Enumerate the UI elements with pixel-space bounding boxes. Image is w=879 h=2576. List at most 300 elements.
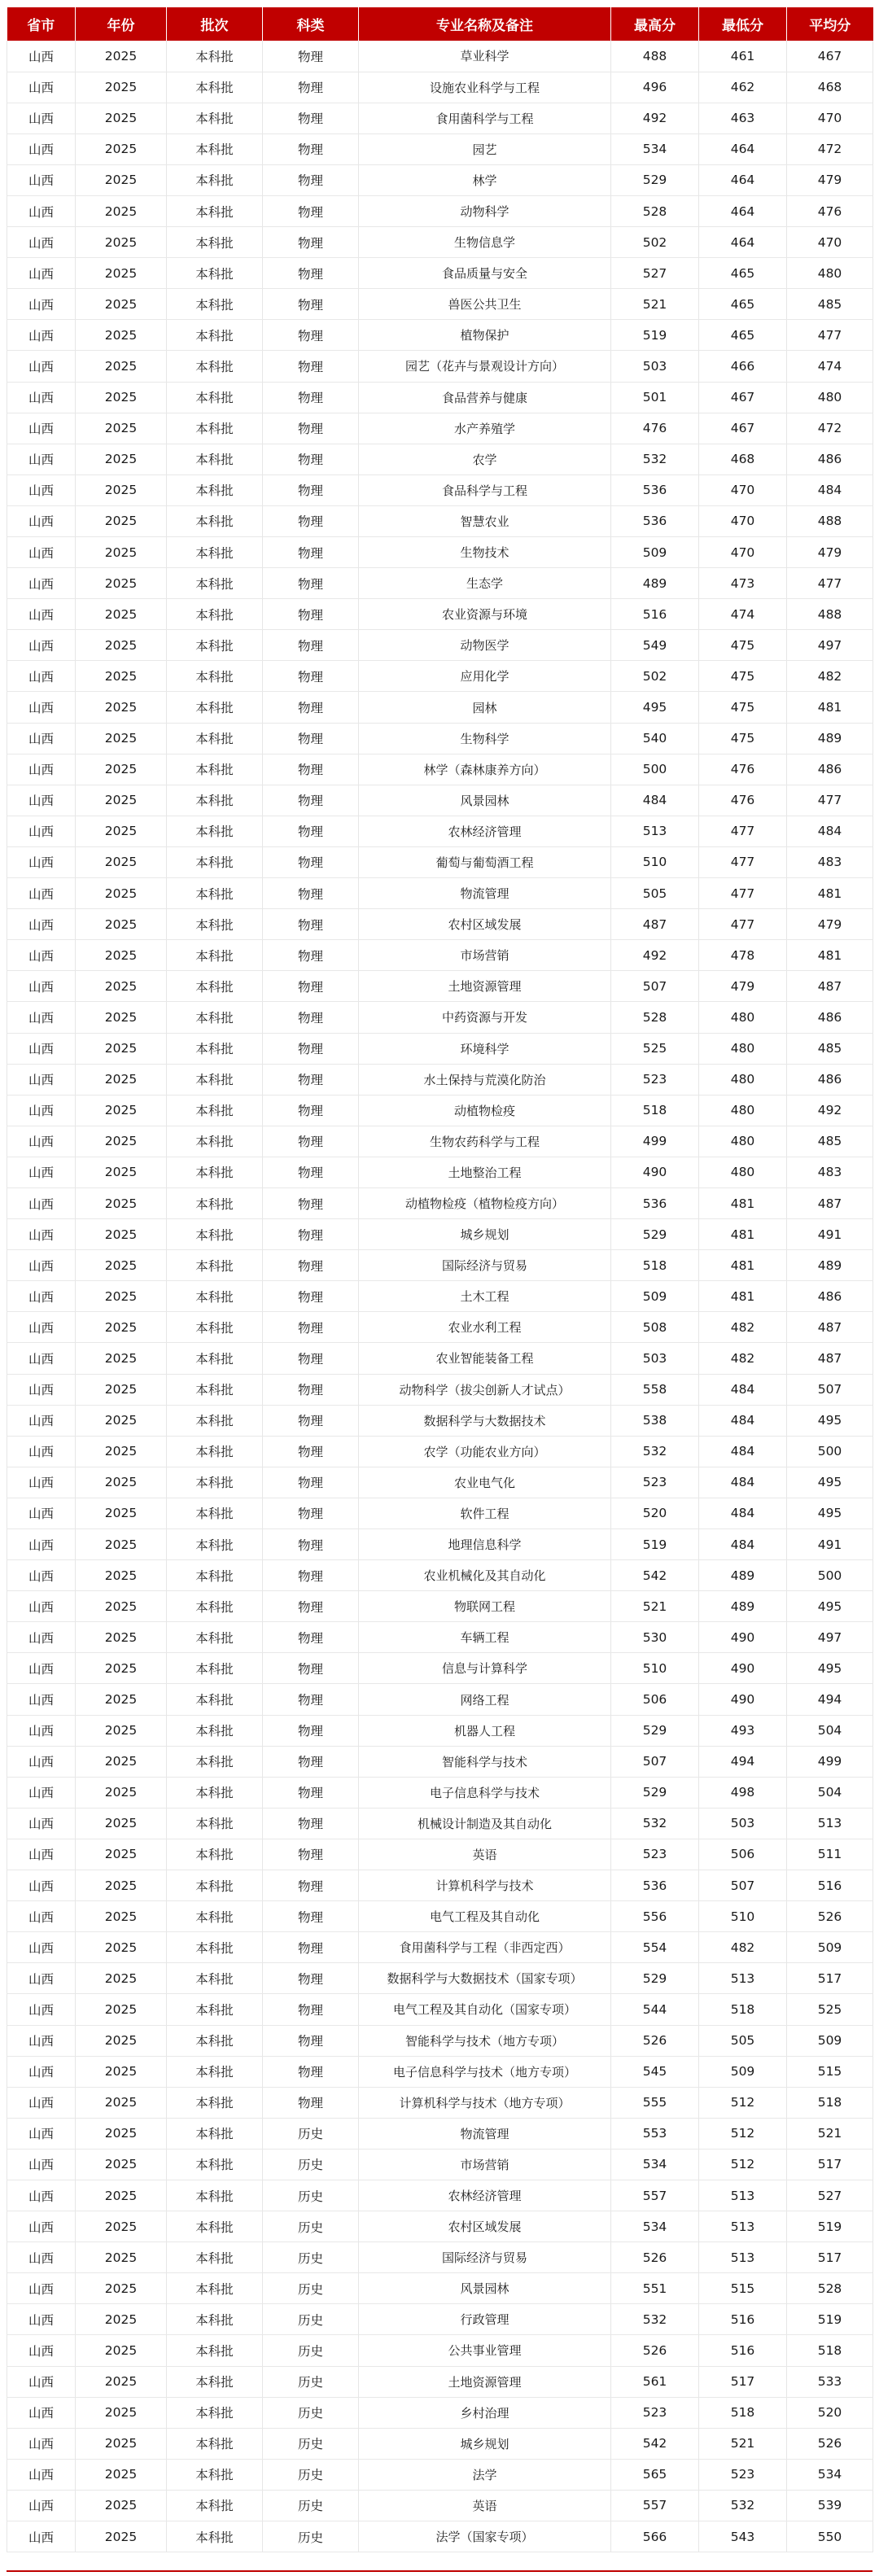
max-score-cell: 509 bbox=[611, 537, 699, 568]
subject-type-cell: 物理 bbox=[263, 878, 359, 909]
batch-cell: 本科批 bbox=[167, 1560, 263, 1591]
batch-cell: 本科批 bbox=[167, 1126, 263, 1157]
year-cell: 2025 bbox=[76, 1064, 167, 1095]
subject-type-cell: 物理 bbox=[263, 227, 359, 258]
subject-type-cell: 物理 bbox=[263, 1374, 359, 1405]
min-score-cell: 481 bbox=[699, 1187, 787, 1218]
province-cell: 山西 bbox=[7, 1870, 76, 1901]
subject-type-cell: 物理 bbox=[263, 1932, 359, 1963]
year-cell: 2025 bbox=[76, 1901, 167, 1932]
year-cell: 2025 bbox=[76, 1281, 167, 1312]
subject-type-cell: 物理 bbox=[263, 1187, 359, 1218]
subject-type-cell: 物理 bbox=[263, 1560, 359, 1591]
batch-cell: 本科批 bbox=[167, 2180, 263, 2211]
header-major: 专业名称及备注 bbox=[359, 7, 611, 41]
avg-score-cell: 516 bbox=[787, 1870, 873, 1901]
avg-score-cell: 485 bbox=[787, 1126, 873, 1157]
subject-type-cell: 物理 bbox=[263, 1994, 359, 2025]
subject-type-cell: 物理 bbox=[263, 1498, 359, 1529]
batch-cell: 本科批 bbox=[167, 1281, 263, 1312]
table-row bbox=[7, 1281, 873, 1312]
major-name-cell: 公共事业管理 bbox=[359, 2335, 611, 2366]
table-row bbox=[7, 2242, 873, 2273]
avg-score-cell: 526 bbox=[787, 2428, 873, 2459]
province-cell: 山西 bbox=[7, 1715, 76, 1746]
major-name-cell: 食品科学与工程 bbox=[359, 475, 611, 505]
subject-type-cell: 物理 bbox=[263, 1343, 359, 1374]
subject-type-cell: 历史 bbox=[263, 2304, 359, 2335]
max-score-cell: 553 bbox=[611, 2118, 699, 2149]
province-cell: 山西 bbox=[7, 1653, 76, 1684]
subject-type-cell: 历史 bbox=[263, 2521, 359, 2552]
min-score-cell: 517 bbox=[699, 2366, 787, 2397]
max-score-cell: 532 bbox=[611, 444, 699, 475]
avg-score-cell: 477 bbox=[787, 785, 873, 816]
province-cell: 山西 bbox=[7, 909, 76, 940]
batch-cell: 本科批 bbox=[167, 1436, 263, 1467]
major-name-cell: 动植物检疫 bbox=[359, 1095, 611, 1126]
min-score-cell: 510 bbox=[699, 1901, 787, 1932]
max-score-cell: 489 bbox=[611, 568, 699, 599]
max-score-cell: 510 bbox=[611, 846, 699, 877]
major-name-cell: 机械设计制造及其自动化 bbox=[359, 1808, 611, 1839]
avg-score-cell: 520 bbox=[787, 2397, 873, 2428]
major-name-cell: 物流管理 bbox=[359, 2118, 611, 2149]
major-name-cell: 园艺 bbox=[359, 133, 611, 164]
batch-cell: 本科批 bbox=[167, 2428, 263, 2459]
subject-type-cell: 物理 bbox=[263, 1684, 359, 1715]
min-score-cell: 480 bbox=[699, 1126, 787, 1157]
avg-score-cell: 479 bbox=[787, 909, 873, 940]
major-name-cell: 网络工程 bbox=[359, 1684, 611, 1715]
major-name-cell: 电气工程及其自动化（国家专项） bbox=[359, 1994, 611, 2025]
min-score-cell: 516 bbox=[699, 2304, 787, 2335]
year-cell: 2025 bbox=[76, 258, 167, 289]
table-row bbox=[7, 2335, 873, 2366]
year-cell: 2025 bbox=[76, 289, 167, 320]
max-score-cell: 529 bbox=[611, 1963, 699, 1994]
max-score-cell: 557 bbox=[611, 2180, 699, 2211]
province-cell: 山西 bbox=[7, 846, 76, 877]
batch-cell: 本科批 bbox=[167, 133, 263, 164]
max-score-cell: 487 bbox=[611, 909, 699, 940]
subject-type-cell: 物理 bbox=[263, 1746, 359, 1777]
major-name-cell: 土地资源管理 bbox=[359, 2366, 611, 2397]
max-score-cell: 506 bbox=[611, 1684, 699, 1715]
min-score-cell: 489 bbox=[699, 1591, 787, 1622]
province-cell: 山西 bbox=[7, 103, 76, 133]
min-score-cell: 480 bbox=[699, 1064, 787, 1095]
avg-score-cell: 470 bbox=[787, 227, 873, 258]
subject-type-cell: 物理 bbox=[263, 1653, 359, 1684]
min-score-cell: 464 bbox=[699, 133, 787, 164]
table-row bbox=[7, 227, 873, 258]
major-name-cell: 车辆工程 bbox=[359, 1622, 611, 1653]
max-score-cell: 518 bbox=[611, 1095, 699, 1126]
province-cell: 山西 bbox=[7, 1994, 76, 2025]
avg-score-cell: 487 bbox=[787, 1343, 873, 1374]
table-row bbox=[7, 1498, 873, 1529]
province-cell: 山西 bbox=[7, 1033, 76, 1064]
subject-type-cell: 历史 bbox=[263, 2273, 359, 2304]
batch-cell: 本科批 bbox=[167, 2118, 263, 2149]
min-score-cell: 506 bbox=[699, 1839, 787, 1870]
avg-score-cell: 550 bbox=[787, 2521, 873, 2552]
avg-score-cell: 491 bbox=[787, 1529, 873, 1560]
table-row bbox=[7, 1808, 873, 1839]
batch-cell: 本科批 bbox=[167, 754, 263, 785]
min-score-cell: 465 bbox=[699, 320, 787, 351]
province-cell: 山西 bbox=[7, 878, 76, 909]
subject-type-cell: 物理 bbox=[263, 382, 359, 413]
batch-cell: 本科批 bbox=[167, 692, 263, 723]
max-score-cell: 529 bbox=[611, 1715, 699, 1746]
batch-cell: 本科批 bbox=[167, 1622, 263, 1653]
year-cell: 2025 bbox=[76, 785, 167, 816]
subject-type-cell: 物理 bbox=[263, 1157, 359, 1187]
min-score-cell: 509 bbox=[699, 2056, 787, 2087]
avg-score-cell: 489 bbox=[787, 1250, 873, 1281]
province-cell: 山西 bbox=[7, 1281, 76, 1312]
subject-type-cell: 物理 bbox=[263, 1095, 359, 1126]
major-name-cell: 城乡规划 bbox=[359, 1219, 611, 1250]
province-cell: 山西 bbox=[7, 1498, 76, 1529]
batch-cell: 本科批 bbox=[167, 1187, 263, 1218]
year-cell: 2025 bbox=[76, 351, 167, 382]
avg-score-cell: 484 bbox=[787, 816, 873, 846]
province-cell: 山西 bbox=[7, 1467, 76, 1498]
header-min-score: 最低分 bbox=[699, 7, 787, 41]
batch-cell: 本科批 bbox=[167, 2273, 263, 2304]
table-row bbox=[7, 1033, 873, 1064]
min-score-cell: 475 bbox=[699, 630, 787, 661]
table-row bbox=[7, 1187, 873, 1218]
year-cell: 2025 bbox=[76, 2242, 167, 2273]
avg-score-cell: 486 bbox=[787, 1064, 873, 1095]
header-row bbox=[7, 7, 873, 41]
major-name-cell: 电子信息科学与技术 bbox=[359, 1777, 611, 1808]
table-row bbox=[7, 878, 873, 909]
major-name-cell: 生物科学 bbox=[359, 723, 611, 754]
province-cell: 山西 bbox=[7, 351, 76, 382]
max-score-cell: 527 bbox=[611, 258, 699, 289]
avg-score-cell: 476 bbox=[787, 195, 873, 226]
table-row bbox=[7, 1126, 873, 1157]
max-score-cell: 503 bbox=[611, 351, 699, 382]
avg-score-cell: 477 bbox=[787, 568, 873, 599]
subject-type-cell: 物理 bbox=[263, 475, 359, 505]
subject-type-cell: 物理 bbox=[263, 1002, 359, 1033]
major-name-cell: 机器人工程 bbox=[359, 1715, 611, 1746]
min-score-cell: 516 bbox=[699, 2335, 787, 2366]
min-score-cell: 518 bbox=[699, 1994, 787, 2025]
max-score-cell: 536 bbox=[611, 505, 699, 536]
max-score-cell: 509 bbox=[611, 1281, 699, 1312]
table-row bbox=[7, 475, 873, 505]
avg-score-cell: 485 bbox=[787, 289, 873, 320]
header-subject-type: 科类 bbox=[263, 7, 359, 41]
avg-score-cell: 472 bbox=[787, 413, 873, 444]
max-score-cell: 549 bbox=[611, 630, 699, 661]
subject-type-cell: 物理 bbox=[263, 630, 359, 661]
min-score-cell: 481 bbox=[699, 1281, 787, 1312]
year-cell: 2025 bbox=[76, 2180, 167, 2211]
table-row bbox=[7, 2521, 873, 2552]
max-score-cell: 529 bbox=[611, 1219, 699, 1250]
batch-cell: 本科批 bbox=[167, 475, 263, 505]
major-name-cell: 生物信息学 bbox=[359, 227, 611, 258]
province-cell: 山西 bbox=[7, 1777, 76, 1808]
max-score-cell: 532 bbox=[611, 1436, 699, 1467]
min-score-cell: 532 bbox=[699, 2490, 787, 2521]
avg-score-cell: 526 bbox=[787, 1901, 873, 1932]
major-name-cell: 电子信息科学与技术（地方专项） bbox=[359, 2056, 611, 2087]
batch-cell: 本科批 bbox=[167, 2087, 263, 2118]
table-row bbox=[7, 103, 873, 133]
year-cell: 2025 bbox=[76, 72, 167, 103]
major-name-cell: 环境科学 bbox=[359, 1033, 611, 1064]
avg-score-cell: 474 bbox=[787, 351, 873, 382]
max-score-cell: 488 bbox=[611, 41, 699, 72]
batch-cell: 本科批 bbox=[167, 1312, 263, 1343]
province-cell: 山西 bbox=[7, 2273, 76, 2304]
year-cell: 2025 bbox=[76, 505, 167, 536]
subject-type-cell: 物理 bbox=[263, 971, 359, 1002]
major-name-cell: 草业科学 bbox=[359, 41, 611, 72]
year-cell: 2025 bbox=[76, 1808, 167, 1839]
province-cell: 山西 bbox=[7, 661, 76, 692]
batch-cell: 本科批 bbox=[167, 816, 263, 846]
subject-type-cell: 物理 bbox=[263, 785, 359, 816]
province-cell: 山西 bbox=[7, 413, 76, 444]
avg-score-cell: 488 bbox=[787, 599, 873, 630]
table-row bbox=[7, 289, 873, 320]
year-cell: 2025 bbox=[76, 475, 167, 505]
province-cell: 山西 bbox=[7, 227, 76, 258]
min-score-cell: 479 bbox=[699, 971, 787, 1002]
avg-score-cell: 497 bbox=[787, 630, 873, 661]
table-row bbox=[7, 1932, 873, 1963]
subject-type-cell: 物理 bbox=[263, 351, 359, 382]
avg-score-cell: 472 bbox=[787, 133, 873, 164]
subject-type-cell: 物理 bbox=[263, 1808, 359, 1839]
max-score-cell: 534 bbox=[611, 2149, 699, 2180]
max-score-cell: 518 bbox=[611, 1250, 699, 1281]
min-score-cell: 490 bbox=[699, 1622, 787, 1653]
max-score-cell: 526 bbox=[611, 2242, 699, 2273]
min-score-cell: 507 bbox=[699, 1870, 787, 1901]
province-cell: 山西 bbox=[7, 1746, 76, 1777]
min-score-cell: 475 bbox=[699, 723, 787, 754]
batch-cell: 本科批 bbox=[167, 444, 263, 475]
major-name-cell: 园艺（花卉与景观设计方向） bbox=[359, 351, 611, 382]
max-score-cell: 507 bbox=[611, 1746, 699, 1777]
min-score-cell: 513 bbox=[699, 1963, 787, 1994]
avg-score-cell: 495 bbox=[787, 1591, 873, 1622]
avg-score-cell: 494 bbox=[787, 1684, 873, 1715]
table-row bbox=[7, 1591, 873, 1622]
subject-type-cell: 物理 bbox=[263, 1529, 359, 1560]
subject-type-cell: 物理 bbox=[263, 320, 359, 351]
table-row bbox=[7, 1715, 873, 1746]
avg-score-cell: 515 bbox=[787, 2056, 873, 2087]
province-cell: 山西 bbox=[7, 1529, 76, 1560]
province-cell: 山西 bbox=[7, 1219, 76, 1250]
subject-type-cell: 物理 bbox=[263, 505, 359, 536]
avg-score-cell: 487 bbox=[787, 1187, 873, 1218]
subject-type-cell: 历史 bbox=[263, 2211, 359, 2242]
year-cell: 2025 bbox=[76, 1777, 167, 1808]
major-name-cell: 农林经济管理 bbox=[359, 816, 611, 846]
province-cell: 山西 bbox=[7, 1839, 76, 1870]
subject-type-cell: 物理 bbox=[263, 195, 359, 226]
year-cell: 2025 bbox=[76, 1932, 167, 1963]
subject-type-cell: 物理 bbox=[263, 1591, 359, 1622]
max-score-cell: 521 bbox=[611, 1591, 699, 1622]
major-name-cell: 农业资源与环境 bbox=[359, 599, 611, 630]
major-name-cell: 英语 bbox=[359, 2490, 611, 2521]
batch-cell: 本科批 bbox=[167, 909, 263, 940]
province-cell: 山西 bbox=[7, 1436, 76, 1467]
province-cell: 山西 bbox=[7, 1064, 76, 1095]
avg-score-cell: 495 bbox=[787, 1498, 873, 1529]
batch-cell: 本科批 bbox=[167, 413, 263, 444]
major-name-cell: 国际经济与贸易 bbox=[359, 2242, 611, 2273]
province-cell: 山西 bbox=[7, 2025, 76, 2056]
batch-cell: 本科批 bbox=[167, 2459, 263, 2490]
subject-type-cell: 物理 bbox=[263, 2087, 359, 2118]
avg-score-cell: 491 bbox=[787, 1219, 873, 1250]
max-score-cell: 558 bbox=[611, 1374, 699, 1405]
min-score-cell: 505 bbox=[699, 2025, 787, 2056]
batch-cell: 本科批 bbox=[167, 1002, 263, 1033]
batch-cell: 本科批 bbox=[167, 971, 263, 1002]
table-row bbox=[7, 1436, 873, 1467]
batch-cell: 本科批 bbox=[167, 2211, 263, 2242]
min-score-cell: 476 bbox=[699, 785, 787, 816]
year-cell: 2025 bbox=[76, 661, 167, 692]
min-score-cell: 480 bbox=[699, 1157, 787, 1187]
avg-score-cell: 481 bbox=[787, 878, 873, 909]
major-name-cell: 计算机科学与技术（地方专项） bbox=[359, 2087, 611, 2118]
batch-cell: 本科批 bbox=[167, 1591, 263, 1622]
major-name-cell: 法学 bbox=[359, 2459, 611, 2490]
max-score-cell: 499 bbox=[611, 1126, 699, 1157]
province-cell: 山西 bbox=[7, 630, 76, 661]
batch-cell: 本科批 bbox=[167, 2397, 263, 2428]
batch-cell: 本科批 bbox=[167, 1653, 263, 1684]
province-cell: 山西 bbox=[7, 2118, 76, 2149]
subject-type-cell: 物理 bbox=[263, 1839, 359, 1870]
subject-type-cell: 物理 bbox=[263, 1777, 359, 1808]
batch-cell: 本科批 bbox=[167, 505, 263, 536]
year-cell: 2025 bbox=[76, 320, 167, 351]
major-name-cell: 植物保护 bbox=[359, 320, 611, 351]
max-score-cell: 525 bbox=[611, 1033, 699, 1064]
major-name-cell: 行政管理 bbox=[359, 2304, 611, 2335]
major-name-cell: 国际经济与贸易 bbox=[359, 1250, 611, 1281]
max-score-cell: 536 bbox=[611, 475, 699, 505]
major-name-cell: 法学（国家专项） bbox=[359, 2521, 611, 2552]
table-row bbox=[7, 41, 873, 72]
year-cell: 2025 bbox=[76, 2428, 167, 2459]
province-cell: 山西 bbox=[7, 164, 76, 195]
min-score-cell: 477 bbox=[699, 816, 787, 846]
max-score-cell: 565 bbox=[611, 2459, 699, 2490]
major-name-cell: 水土保持与荒漠化防治 bbox=[359, 1064, 611, 1095]
major-name-cell: 农学 bbox=[359, 444, 611, 475]
avg-score-cell: 517 bbox=[787, 2149, 873, 2180]
year-cell: 2025 bbox=[76, 1436, 167, 1467]
avg-score-cell: 487 bbox=[787, 1312, 873, 1343]
avg-score-cell: 519 bbox=[787, 2211, 873, 2242]
max-score-cell: 492 bbox=[611, 940, 699, 971]
table-body bbox=[7, 41, 873, 2552]
major-name-cell: 风景园林 bbox=[359, 785, 611, 816]
min-score-cell: 494 bbox=[699, 1746, 787, 1777]
min-score-cell: 480 bbox=[699, 1095, 787, 1126]
year-cell: 2025 bbox=[76, 1591, 167, 1622]
batch-cell: 本科批 bbox=[167, 289, 263, 320]
major-name-cell: 物联网工程 bbox=[359, 1591, 611, 1622]
year-cell: 2025 bbox=[76, 2490, 167, 2521]
year-cell: 2025 bbox=[76, 2366, 167, 2397]
header-batch: 批次 bbox=[167, 7, 263, 41]
avg-score-cell: 486 bbox=[787, 444, 873, 475]
year-cell: 2025 bbox=[76, 164, 167, 195]
province-cell: 山西 bbox=[7, 1963, 76, 1994]
major-name-cell: 计算机科学与技术 bbox=[359, 1870, 611, 1901]
subject-type-cell: 物理 bbox=[263, 599, 359, 630]
avg-score-cell: 518 bbox=[787, 2335, 873, 2366]
max-score-cell: 496 bbox=[611, 72, 699, 103]
year-cell: 2025 bbox=[76, 1157, 167, 1187]
min-score-cell: 480 bbox=[699, 1002, 787, 1033]
table-row bbox=[7, 72, 873, 103]
subject-type-cell: 物理 bbox=[263, 2056, 359, 2087]
min-score-cell: 521 bbox=[699, 2428, 787, 2459]
year-cell: 2025 bbox=[76, 1622, 167, 1653]
header-max-score: 最高分 bbox=[611, 7, 699, 41]
year-cell: 2025 bbox=[76, 2149, 167, 2180]
batch-cell: 本科批 bbox=[167, 1064, 263, 1095]
batch-cell: 本科批 bbox=[167, 2149, 263, 2180]
year-cell: 2025 bbox=[76, 846, 167, 877]
min-score-cell: 465 bbox=[699, 289, 787, 320]
table-row bbox=[7, 2118, 873, 2149]
max-score-cell: 566 bbox=[611, 2521, 699, 2552]
major-name-cell: 食品营养与健康 bbox=[359, 382, 611, 413]
major-name-cell: 生态学 bbox=[359, 568, 611, 599]
table-row bbox=[7, 2056, 873, 2087]
max-score-cell: 542 bbox=[611, 1560, 699, 1591]
max-score-cell: 523 bbox=[611, 2397, 699, 2428]
major-name-cell: 风景园林 bbox=[359, 2273, 611, 2304]
table-row bbox=[7, 382, 873, 413]
min-score-cell: 470 bbox=[699, 475, 787, 505]
avg-score-cell: 517 bbox=[787, 1963, 873, 1994]
max-score-cell: 523 bbox=[611, 1467, 699, 1498]
year-cell: 2025 bbox=[76, 2056, 167, 2087]
province-cell: 山西 bbox=[7, 1374, 76, 1405]
max-score-cell: 532 bbox=[611, 1808, 699, 1839]
batch-cell: 本科批 bbox=[167, 1870, 263, 1901]
avg-score-cell: 528 bbox=[787, 2273, 873, 2304]
year-cell: 2025 bbox=[76, 1529, 167, 1560]
province-cell: 山西 bbox=[7, 1312, 76, 1343]
table-row bbox=[7, 568, 873, 599]
table-row bbox=[7, 2490, 873, 2521]
